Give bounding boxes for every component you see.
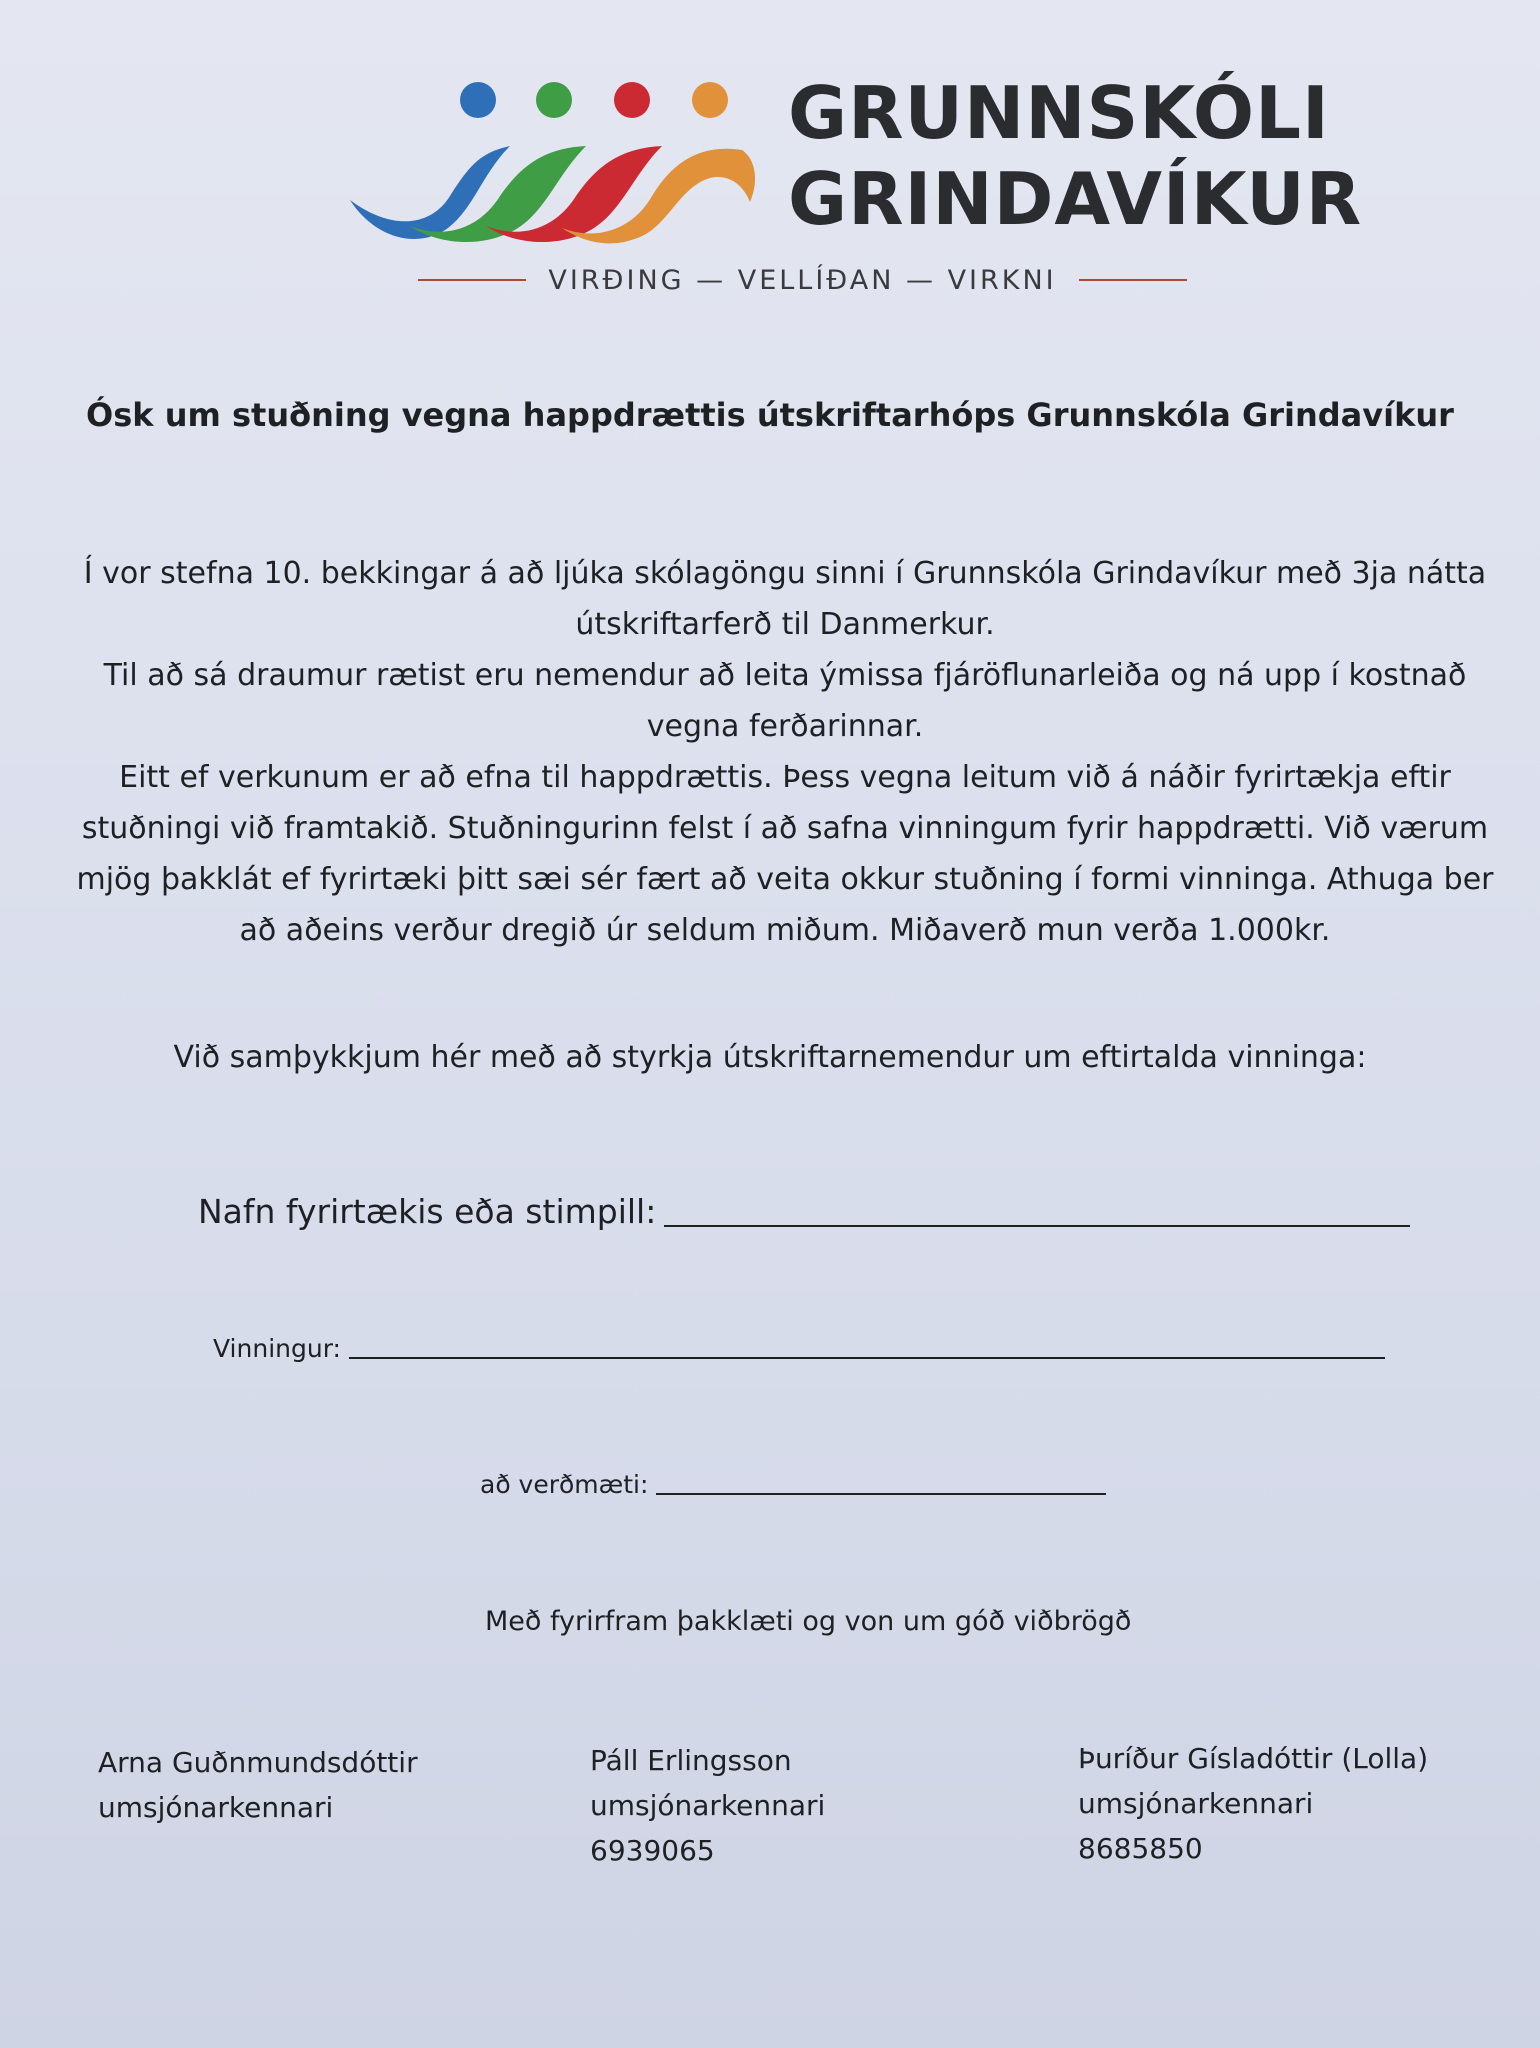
signature-name: Páll Erlingsson [590,1744,792,1777]
value-field [480,1470,1106,1499]
body-line: Í vor stefna 10. bekkingar á að ljúka skólagöngu sinni í Grunnskóla Grindavíkur með 3ja nátta [83,556,1487,591]
motto-rule-right [1079,279,1187,281]
school-name [788,70,1362,242]
document-title: Ósk um stuðning vegna happdrættis útskriftarhóps Grunnskóla Grindavíkur [86,396,1454,434]
signature-phone: 6939065 [590,1834,715,1867]
prize-field-blank[interactable] [349,1357,1385,1359]
body-line: mjög þakklát ef fyrirtæki þitt sæi sér fært að veita okkur stuðning í formi vinninga. Athuga ber [76,862,1494,897]
motto-rule-left [418,279,526,281]
body-line: Til að sá draumur rætist eru nemendur að leita ýmissa fjáröflunarleiða og ná upp í kostnað [103,658,1467,693]
signature-phone: 8685850 [1078,1832,1203,1865]
signature-name: Arna Guðnmundsdóttir [98,1746,418,1779]
value-field-label: að verðmæti: [480,1470,649,1499]
signature-role: umsjónarkennari [1078,1787,1314,1820]
body-line: vegna ferðarinnar. [646,709,924,744]
agreement-statement: Við samþykkjum hér með að styrkja útskriftarnemendur um eftirtalda vinninga: [173,1040,1367,1075]
logo-dot-green [536,82,572,118]
signature-block [1078,1736,1428,1871]
school-motto [420,262,1185,298]
prize-field [213,1334,1385,1363]
logo-dot-red [614,82,650,118]
body-line: stuðningi við framtakið. Stuðningurinn felst í að safna vinningum fyrir happdrætti. Við værum [81,811,1489,846]
body-line: Eitt ef verkunum er að efna til happdrættis. Þess vegna leitum við á náðir fyrirtækja eftir [119,760,1451,795]
school-logo-mark [350,78,760,248]
logo-dot-blue [460,82,496,118]
company-field-label: Nafn fyrirtækis eða stimpill: [198,1192,657,1231]
body-line: að aðeins verður dregið úr seldum miðum. Miðaverð mun verða 1.000kr. [239,913,1331,948]
body-line: útskriftarferð til Danmerkur. [575,607,995,642]
school-name-line-1: GRUNNSKÓLI [788,71,1330,155]
signature-block [98,1740,418,1830]
company-field-blank[interactable] [664,1225,1410,1227]
company-field [198,1192,1410,1231]
value-field-blank[interactable] [656,1493,1106,1495]
school-name-line-2: GRINDAVÍKUR [788,157,1363,241]
signature-role: umsjónarkennari [590,1789,826,1822]
signature-role: umsjónarkennari [98,1791,334,1824]
prize-field-label: Vinningur: [213,1334,341,1363]
letter-body [30,548,1540,956]
signature-block [590,1738,825,1873]
logo-dot-orange [692,82,728,118]
motto-text: VIRÐING — VELLÍÐAN — VIRKNI [548,264,1057,296]
signature-name: Þuríður Gísladóttir (Lolla) [1078,1742,1429,1775]
closing-line: Með fyrirfram þakklæti og von um góð viðbrögð [485,1606,1132,1637]
